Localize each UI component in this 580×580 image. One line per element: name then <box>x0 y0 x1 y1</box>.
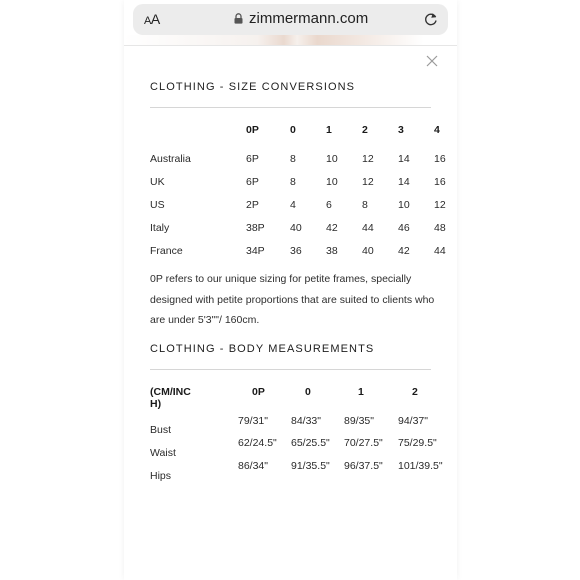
divider <box>150 107 431 108</box>
size-value-cell: 36 <box>290 245 302 257</box>
size-column-header: 3 <box>398 124 404 136</box>
url-domain[interactable]: zimmermann.com <box>249 10 369 27</box>
browser-address-bar[interactable] <box>133 4 448 35</box>
measurement-value-cell: 96/37.5" <box>344 460 383 472</box>
size-value-cell: 44 <box>434 245 446 257</box>
size-conversions-title: CLOTHING - SIZE CONVERSIONS <box>150 81 356 93</box>
size-value-cell: 40 <box>290 222 302 234</box>
country-label: UK <box>150 176 165 188</box>
measurement-column-header: 0P <box>252 386 265 398</box>
unit-header: (CM/INC H) <box>150 386 191 410</box>
size-value-cell: 46 <box>398 222 410 234</box>
size-value-cell: 12 <box>362 153 374 165</box>
size-column-header: 0 <box>290 124 296 136</box>
size-value-cell: 4 <box>290 199 296 211</box>
body-measurements-title: CLOTHING - BODY MEASUREMENTS <box>150 343 375 355</box>
size-value-cell: 2P <box>246 199 259 211</box>
divider <box>150 369 431 370</box>
size-value-cell: 10 <box>326 153 338 165</box>
reload-icon[interactable] <box>423 11 439 27</box>
size-value-cell: 6P <box>246 153 259 165</box>
measurement-label: Bust <box>150 424 172 436</box>
body-measurement-table[interactable] <box>150 380 443 490</box>
measurement-column-header: 2 <box>412 386 418 398</box>
phone-viewport <box>124 0 457 580</box>
measurement-value-cell: 101/39.5" <box>398 460 443 472</box>
measurement-value-cell: 65/25.5" <box>291 437 330 449</box>
size-value-cell: 10 <box>326 176 338 188</box>
close-icon[interactable] <box>426 55 438 67</box>
measurement-value-cell: 94/37" <box>398 415 429 427</box>
measurement-label: Waist <box>150 447 176 459</box>
size-column-header: 0P <box>246 124 259 136</box>
size-value-cell: 16 <box>434 176 446 188</box>
size-value-cell: 6P <box>246 176 259 188</box>
measurement-column-header: 1 <box>358 386 364 398</box>
size-column-header: 2 <box>362 124 368 136</box>
size-value-cell: 42 <box>326 222 338 234</box>
measurement-value-cell: 89/35" <box>344 415 375 427</box>
country-label: Italy <box>150 222 170 234</box>
size-column-header: 4 <box>434 124 440 136</box>
lock-icon <box>234 13 243 24</box>
size-value-cell: 8 <box>290 153 296 165</box>
size-value-cell: 6 <box>326 199 332 211</box>
measurement-value-cell: 62/24.5" <box>238 437 277 449</box>
size-value-cell: 42 <box>398 245 410 257</box>
text-size-button[interactable]: AA <box>144 11 160 27</box>
measurement-value-cell: 79/31" <box>238 415 269 427</box>
measurement-value-cell: 70/27.5" <box>344 437 383 449</box>
country-label: France <box>150 245 183 257</box>
country-label: Australia <box>150 153 191 165</box>
size-value-cell: 40 <box>362 245 374 257</box>
size-column-header: 1 <box>326 124 332 136</box>
measurement-value-cell: 75/29.5" <box>398 437 437 449</box>
size-value-cell: 34P <box>246 245 265 257</box>
country-label: US <box>150 199 165 211</box>
size-value-cell: 12 <box>434 199 446 211</box>
size-value-cell: 8 <box>290 176 296 188</box>
measurement-column-header: 0 <box>305 386 311 398</box>
size-value-cell: 38 <box>326 245 338 257</box>
size-value-cell: 48 <box>434 222 446 234</box>
size-value-cell: 12 <box>362 176 374 188</box>
size-value-cell: 44 <box>362 222 374 234</box>
size-value-cell: 38P <box>246 222 265 234</box>
measurement-value-cell: 91/35.5" <box>291 460 330 472</box>
measurement-value-cell: 84/33" <box>291 415 322 427</box>
hero-image-strip <box>124 35 457 46</box>
size-value-cell: 16 <box>434 153 446 165</box>
petite-sizing-note: 0P refers to our unique sizing for petite frames, specially designed with petite proportions that are suited to clients who are under 5'3""/ 160cm. <box>150 273 435 326</box>
measurement-label: Hips <box>150 470 172 482</box>
size-value-cell: 14 <box>398 153 410 165</box>
size-value-cell: 10 <box>398 199 410 211</box>
measurement-value-cell: 86/34" <box>238 460 269 472</box>
size-value-cell: 14 <box>398 176 410 188</box>
size-value-cell: 8 <box>362 199 368 211</box>
